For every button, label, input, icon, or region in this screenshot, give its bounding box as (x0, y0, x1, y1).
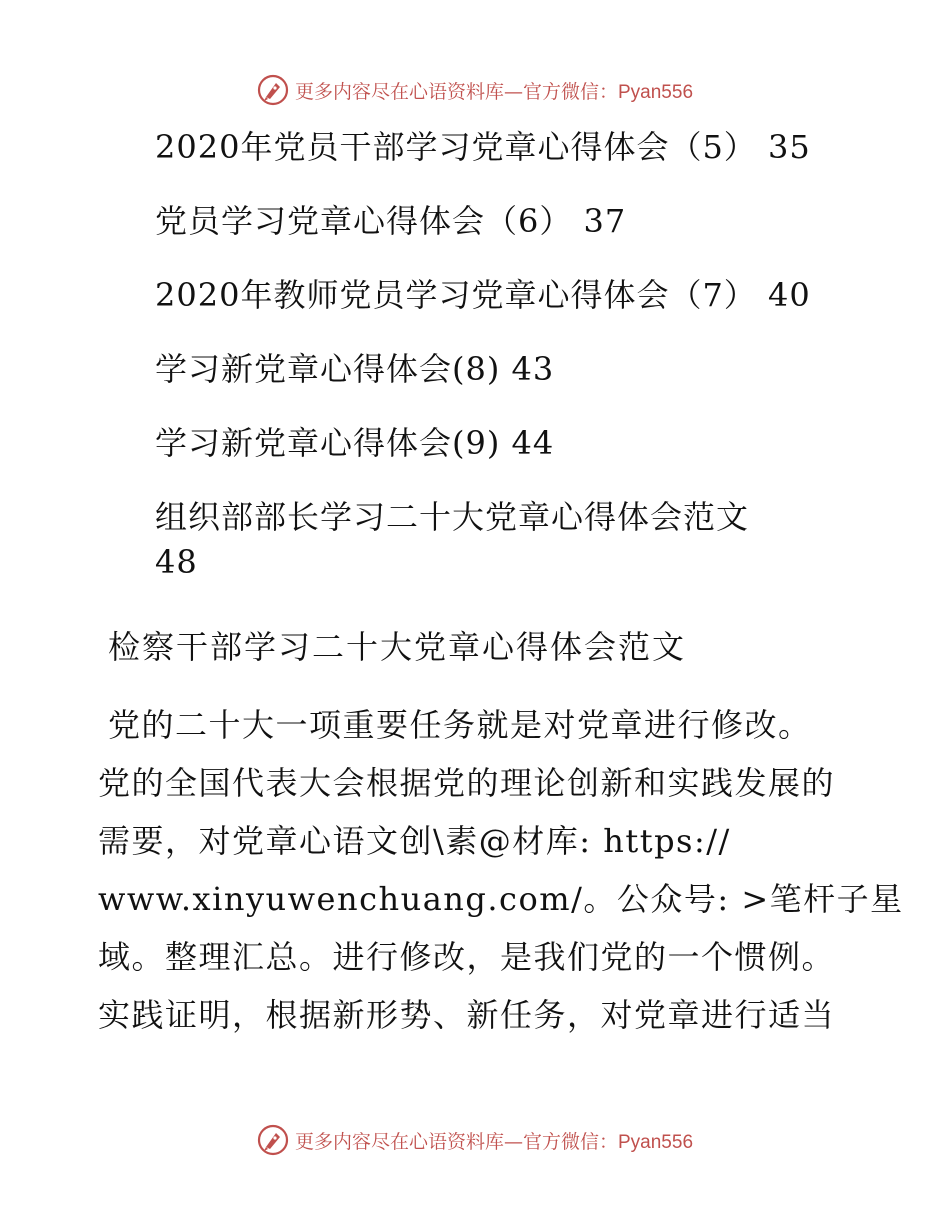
watermark-text: 更多内容尽在心语资料库—官方微信：Pyan556 (294, 80, 694, 103)
table-of-contents (155, 120, 915, 596)
body-line: www.xinyuwenchuang.com/。公众号: >笔杆子星 (98, 880, 904, 918)
toc-entry: 2020年教师党员学习党章心得体会（7） 40 (155, 276, 811, 314)
body-line: 域。整理汇总。进行修改，是我们党的一个惯例。 (98, 938, 836, 976)
watermark-footer (0, 1120, 950, 1160)
body-line: 党的全国代表大会根据党的理论创新和实践发展的 (98, 764, 836, 802)
toc-entry: 组织部部长学习二十大党章心得体会范文 (155, 498, 750, 536)
watermark-header (0, 70, 950, 110)
watermark-text: 更多内容尽在心语资料库—官方微信：Pyan556 (294, 1130, 694, 1153)
pen-nib-logo-icon (257, 74, 289, 106)
toc-entry: 学习新党章心得体会(9) 44 (155, 424, 555, 462)
article-title: 检察干部学习二十大党章心得体会范文 (108, 628, 687, 666)
pen-nib-logo-icon (257, 1124, 289, 1156)
toc-entry: 2020年党员干部学习党章心得体会（5） 35 (155, 128, 811, 166)
toc-entry: 学习新党章心得体会(8) 43 (155, 350, 555, 388)
body-line: 需要，对党章心语文创\素@材库: https:// (98, 822, 731, 860)
toc-entry-page-number: 48 (155, 543, 198, 581)
body-line: 党的二十大一项重要任务就是对党章进行修改。 (108, 706, 812, 744)
article-body (98, 696, 904, 1044)
toc-entry: 党员学习党章心得体会（6） 37 (155, 202, 627, 240)
body-line: 实践证明，根据新形势、新任务，对党章进行适当 (98, 996, 836, 1034)
